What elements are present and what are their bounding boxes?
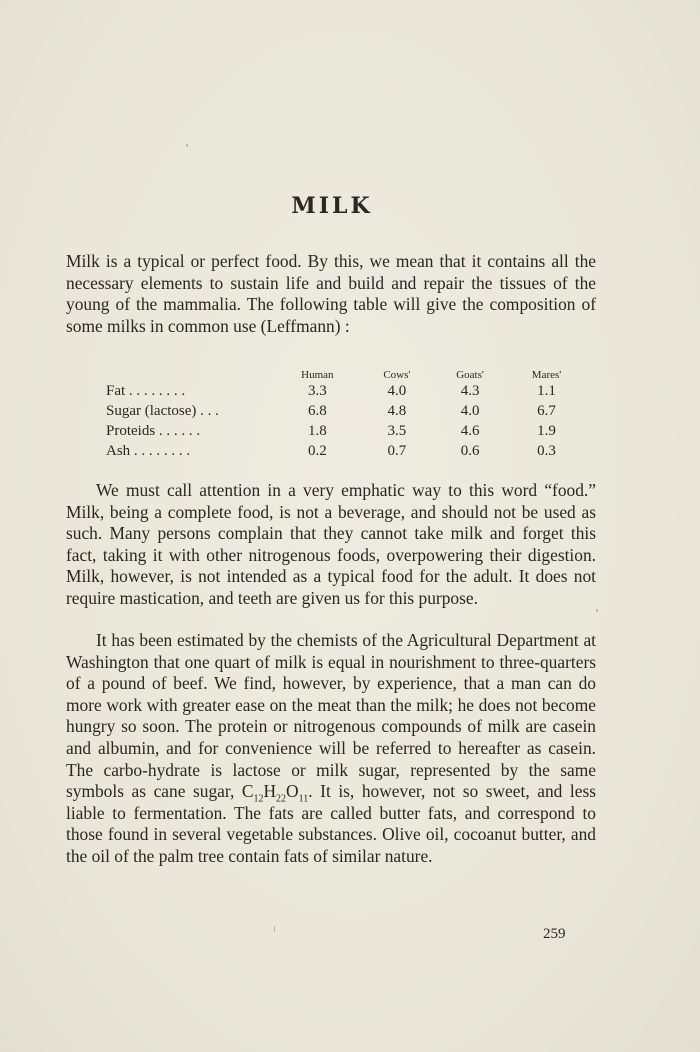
table-header-row xyxy=(106,365,586,381)
page-number: 259 xyxy=(543,926,566,942)
paper-speck xyxy=(596,609,598,612)
table-row-fat xyxy=(106,381,586,401)
table-cell: 1.1 xyxy=(537,382,556,399)
paper-speck xyxy=(274,926,275,932)
paragraph-text: . It is, however, not so sweet, and less liable to fermentation. The fats are called butter fats, and correspond to those found in several vegetable substances. Olive oil, cocoanut butter, and the oil of the palm tree contain fats of similar nature. xyxy=(66,781,596,866)
row-label: Sugar (lactose) . . . xyxy=(106,402,219,419)
table-cell: 1.8 xyxy=(307,422,327,439)
paragraph-text: It has been estimated by the chemists of the Agricultural Department at Washington that one quart of milk is equal in nourishment to three-quarters of a pound of beef. We find, however, by experience, that a man can do more work with greater ease on the meat than the milk; he does not become hungry so soon. The protein or nitrogenous compounds of milk are casein and albumin, and for convenience will be referred to hereafter as casein. The carbo-hydrate is lactose or milk sugar, represented by the same symbols as cane sugar, xyxy=(66,630,596,802)
column-header-cows: Cows' xyxy=(383,369,411,381)
table-cell: 4.3 xyxy=(460,382,480,399)
table-corner-cell xyxy=(106,365,274,381)
row-label: Fat . . . . . . . . xyxy=(106,382,186,399)
body-paragraph-milk-composition xyxy=(66,630,596,868)
page-title: MILK xyxy=(291,193,373,219)
table-cell: 0.6 xyxy=(460,442,480,459)
column-header-goats: Goats' xyxy=(456,369,484,381)
table-cell: 6.7 xyxy=(537,402,556,419)
table-cell: 3.5 xyxy=(387,422,407,439)
table-row-proteids xyxy=(106,421,586,441)
column-header-mares: Mares' xyxy=(531,369,562,381)
milk-composition-table xyxy=(106,365,586,461)
table-row-ash xyxy=(106,441,586,461)
row-label: Proteids . . . . . . xyxy=(106,422,201,439)
table-cell: 4.0 xyxy=(460,402,480,419)
intro-paragraph: Milk is a typical or perfect food. By this, we mean that it contains all the necessary elements to sustain life and build and repair the tissues of the young of the mammalia. The following table will give the composition of some milks in common use (Leffmann) : xyxy=(66,251,596,336)
paper-speck xyxy=(186,144,188,147)
column-header-human: Human xyxy=(301,369,334,381)
row-label: Ash . . . . . . . . xyxy=(106,442,191,459)
chemical-formula: $C_{12}H_{22}O_{11}$ xyxy=(241,781,309,805)
body-paragraph-food: We must call attention in a very emphatic way to this word “food.” Milk, being a complete food, is not a beverage, and should not be used as such. Many persons complain that they cannot take milk and forget this fact, taking it with other nitrogenous foods, overpowering their digestion. Milk, however, is not intended as a typical food for the adult. It does not require mastication, and teeth are given us for this purpose. xyxy=(66,480,596,608)
table-cell: 4.8 xyxy=(387,402,407,419)
table-cell: 6.8 xyxy=(307,402,327,419)
table-cell: 3.3 xyxy=(307,382,327,399)
table-cell: 0.3 xyxy=(537,442,556,459)
table-cell: 0.2 xyxy=(307,442,327,459)
table-cell: 1.9 xyxy=(537,422,556,439)
table-cell: 4.6 xyxy=(460,422,480,439)
table-cell: 0.7 xyxy=(387,442,407,459)
table-cell: 4.0 xyxy=(387,382,407,399)
table-row-sugar xyxy=(106,401,586,421)
